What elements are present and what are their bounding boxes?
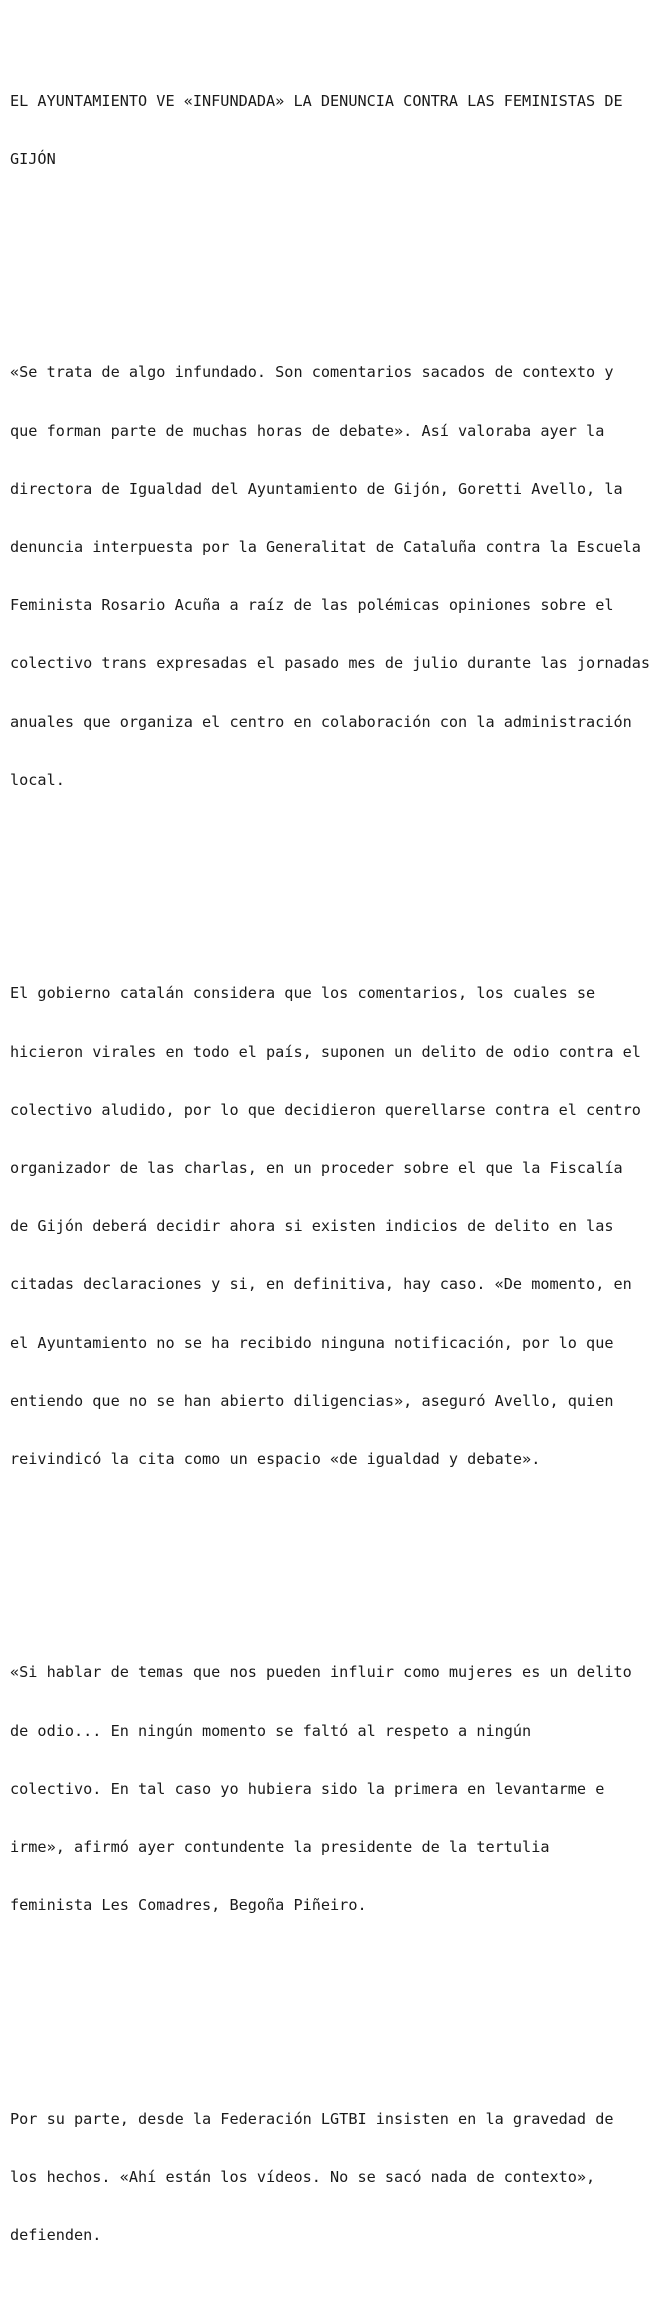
- paragraph-4: [10, 2071, 638, 2284]
- text-line: feminista Les Comadres, Begoña Piñeiro.: [10, 1896, 367, 1915]
- text-line: organizador de las charlas, en un proceder sobre el que la Fiscalía: [10, 1158, 623, 1177]
- text-line: anuales que organiza el centro en colaboración con la administración: [10, 712, 632, 731]
- paragraph-gap: [10, 868, 638, 887]
- text-line: colectivo trans expresadas el pasado mes de julio durante las jornadas: [10, 654, 650, 673]
- text-line: colectivo aludido, por lo que decidieron querellarse contra el centro: [10, 1100, 641, 1119]
- headline-line: EL AYUNTAMIENTO VE «INFUNDADA» LA DENUNCIA CONTRA LAS FEMINISTAS DE: [10, 91, 623, 110]
- text-line: local.: [10, 770, 65, 789]
- paragraph-3: [10, 1625, 638, 1955]
- text-line: el Ayuntamiento no se ha recibido ninguna notificación, por lo que: [10, 1333, 614, 1352]
- paragraph-1: [10, 324, 650, 829]
- text-line: los hechos. «Ahí están los vídeos. No se sacó nada de contexto»,: [10, 2168, 596, 2187]
- text-line: colectivo. En tal caso yo hubiera sido la primera en levantarme e: [10, 1779, 605, 1798]
- text-line: Feminista Rosario Acuña a raíz de las polémicas opiniones sobre el: [10, 596, 614, 615]
- paragraph-gap: [10, 1547, 638, 1566]
- text-line: «Se trata de algo infundado. Son comentarios sacados de contexto y: [10, 363, 614, 382]
- text-line: directora de Igualdad del Ayuntamiento de Gijón, Goretti Avello, la: [10, 479, 623, 498]
- headline: [10, 53, 638, 208]
- text-line: «Si hablar de temas que nos pueden influir como mujeres es un delito: [10, 1663, 632, 1682]
- text-line: citadas declaraciones y si, en definitiva, hay caso. «De momento, en: [10, 1275, 632, 1294]
- text-line: de odio... En ningún momento se faltó al respeto a ningún: [10, 1721, 532, 1740]
- headline-line: GIJÓN: [10, 149, 56, 168]
- text-line: irme», afirmó ayer contundente la presidente de la tertulia: [10, 1838, 550, 1857]
- text-line: de Gijón deberá decidir ahora si existen indicios de delito en las: [10, 1217, 614, 1236]
- text-line: que forman parte de muchas horas de debate». Así valoraba ayer la: [10, 421, 605, 440]
- text-line: entiendo que no se han abierto diligencias», aseguró Avello, quien: [10, 1391, 614, 1410]
- text-line: hicieron virales en todo el país, suponen un delito de odio contra el: [10, 1042, 641, 1061]
- paragraph-gap: [10, 247, 638, 266]
- text-line: denuncia interpuesta por la Generalitat de Cataluña contra la Escuela: [10, 537, 641, 556]
- text-line: reivindicó la cita como un espacio «de igualdad y debate».: [10, 1450, 541, 1469]
- paragraph-2: [10, 945, 641, 1508]
- text-line: El gobierno catalán considera que los comentarios, los cuales se: [10, 984, 596, 1003]
- text-line: defienden.: [10, 2226, 102, 2245]
- text-line: Por su parte, desde la Federación LGTBI insisten en la gravedad de: [10, 2109, 614, 2128]
- paragraph-gap: [10, 1993, 638, 2012]
- document-body: [10, 14, 650, 2304]
